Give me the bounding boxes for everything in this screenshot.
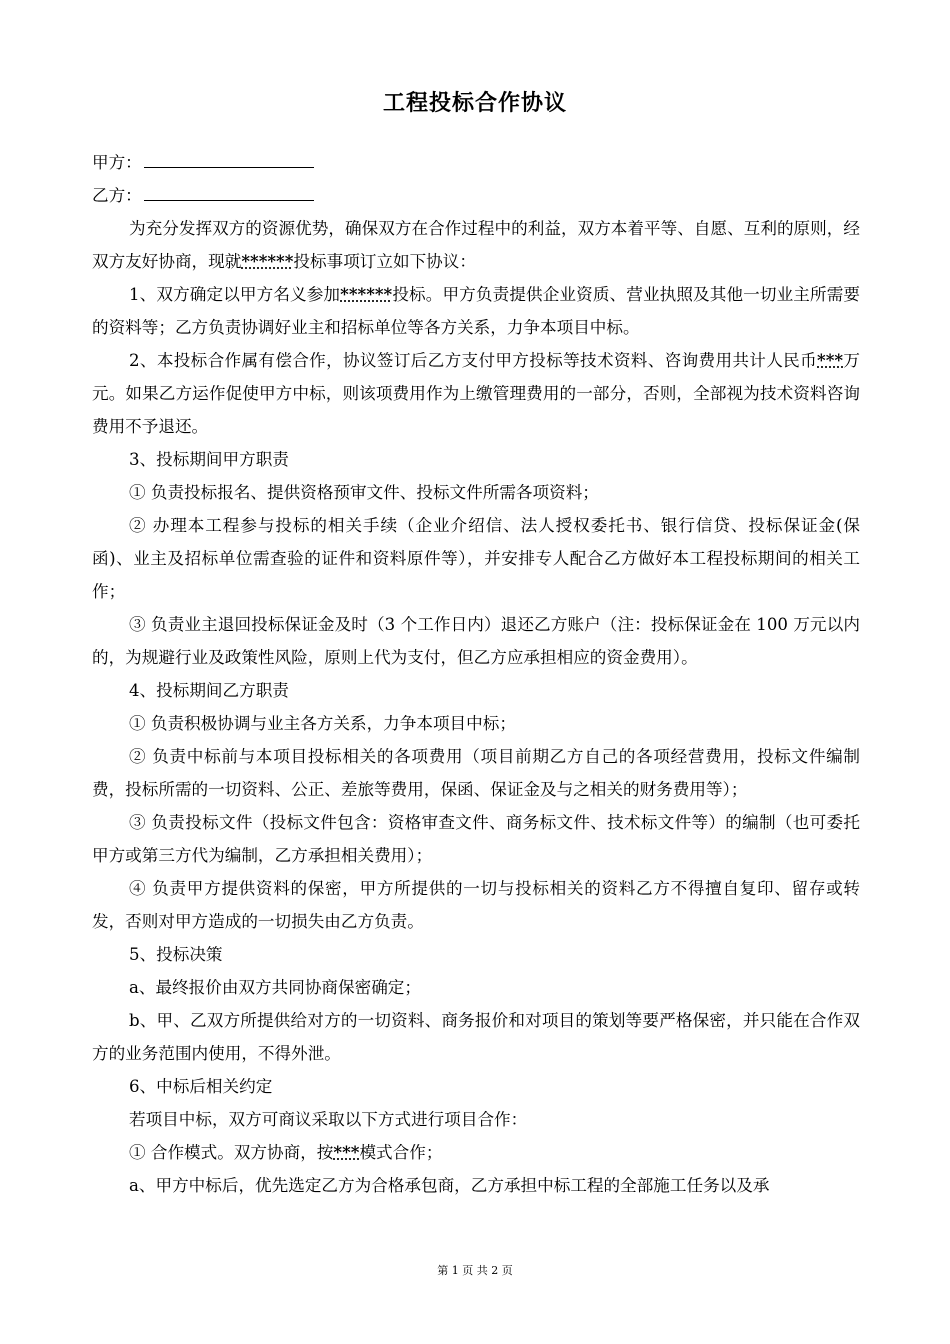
- party-b-blank: [144, 182, 314, 201]
- section-5-item-a: a、最终报价由双方共同协商保密确定；: [129, 978, 421, 997]
- section-6-heading: 6、中标后相关约定: [129, 1077, 273, 1096]
- clause-1: [92, 278, 860, 344]
- section-6-item-1-mask: ***: [333, 1142, 360, 1162]
- section-4-heading: 4、投标期间乙方职责: [129, 681, 289, 700]
- section-3-item-2: ② 办理本工程参与投标的相关手续（企业介绍信、法人授权委托书、银行信贷、投标保证金(保函)、业主及招标单位需查验的证件和资料原件等），并安排专人配合乙方做好本工程投标期间的相关工作；: [92, 516, 860, 601]
- clause-2-mask: ***: [817, 350, 844, 370]
- document-body: [92, 146, 860, 1202]
- clause-2: [92, 344, 860, 443]
- intro-text-a: 为充分发挥双方的资源优势，确保双方在合作过程中的利益，双方本着平等、自愿、互利的原则，经双方友好协商，现就: [92, 219, 860, 271]
- party-a-label: 甲方：: [92, 153, 142, 172]
- section-6-item-1-text-b: 模式合作；: [359, 1143, 443, 1162]
- page-title: 工程投标合作协议: [382, 91, 567, 116]
- intro-text-b: 投标事项订立如下协议：: [293, 252, 476, 271]
- section-4-item-1: ① 负责积极协调与业主各方关系，力争本项目中标；: [129, 714, 516, 733]
- party-b-label: 乙方：: [92, 186, 142, 205]
- clause-1-text-b: 投标。甲方负责提供企业资质、营业执照及其他一切业主所需要的资料等；乙方负责协调好业主和招标单位等各方关系，力争本项目中标。: [92, 285, 861, 337]
- page-footer: 第 1 页 共 2 页: [437, 1264, 513, 1277]
- section-3-item-1: ① 负责投标报名、提供资格预审文件、投标文件所需各项资料；: [129, 483, 599, 502]
- clause-2-text-a: 2、本投标合作属有偿合作，协议签订后乙方支付甲方投标等技术资料、咨询费用共计人民币: [129, 351, 818, 370]
- clause-1-mask: ******: [340, 284, 393, 304]
- party-a-line: [92, 146, 860, 179]
- intro-paragraph: [92, 212, 860, 278]
- party-a-blank: [144, 149, 314, 168]
- section-6-item-1-text-a: ① 合作模式。双方协商，按: [129, 1143, 334, 1162]
- section-3-heading: 3、投标期间甲方职责: [129, 450, 289, 469]
- section-5-heading: 5、投标决策: [129, 945, 223, 964]
- clause-2-text-b: 万元。如果乙方运作促使甲方中标，则该项费用作为上缴管理费用的一部分，否则，全部视为技术资料咨询费用不予退还。: [92, 351, 861, 436]
- section-3-item-3: ③ 负责业主退回投标保证金及时（3 个工作日内）退还乙方账户（注：投标保证金在 100 万元以内的，为规避行业及政策性风险，原则上代为支付，但乙方应承担相应的资金费用）。: [92, 615, 860, 667]
- intro-mask: ******: [241, 251, 294, 271]
- section-6-item-a: a、甲方中标后，优先选定乙方为合格承包商，乙方承担中标工程的全部施工任务以及承: [129, 1176, 770, 1195]
- section-4-item-3: ③ 负责投标文件（投标文件包含：资格审查文件、商务标文件、技术标文件等）的编制（也可委托甲方或第三方代为编制，乙方承担相关费用）；: [92, 813, 860, 865]
- section-4-item-4: ④ 负责甲方提供资料的保密，甲方所提供的一切与投标相关的资料乙方不得擅自复印、留存或转发，否则对甲方造成的一切损失由乙方负责。: [92, 879, 860, 931]
- party-b-line: [92, 179, 860, 212]
- section-4-item-2: ② 负责中标前与本项目投标相关的各项费用（项目前期乙方自己的各项经营费用，投标文件编制费，投标所需的一切资料、公正、差旅等费用，保函、保证金及与之相关的财务费用等）；: [92, 747, 860, 799]
- section-6-item-1: [92, 1136, 860, 1169]
- section-5-item-b: b、甲、乙双方所提供给对方的一切资料、商务报价和对项目的策划等要严格保密，并只能在合作双方的业务范围内使用，不得外泄。: [92, 1011, 860, 1063]
- section-6-intro: 若项目中标，双方可商议采取以下方式进行项目合作：: [129, 1110, 528, 1129]
- clause-1-text-a: 1、双方确定以甲方名义参加: [129, 285, 341, 304]
